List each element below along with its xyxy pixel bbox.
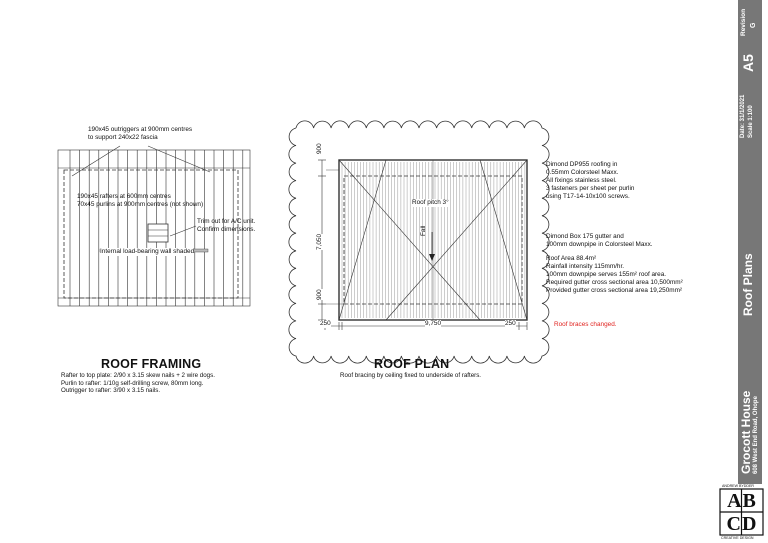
- brace-line: [480, 160, 527, 320]
- designer-name: ANDREW BYDDER: [722, 484, 754, 488]
- note-line: to support 240x22 fascia: [88, 134, 158, 141]
- note-rafters: [77, 193, 203, 209]
- sheet-title: Roof Plans: [741, 253, 755, 316]
- drawing-date: Date: 31/1/2021: [740, 94, 746, 138]
- project-name: Grocott House: [739, 390, 753, 474]
- dim-side-bottom: 900: [316, 289, 323, 300]
- note-line: Trim out for A/C unit.: [197, 218, 256, 225]
- note-line: Provided gutter cross sectional area 19,250mm²: [546, 287, 683, 294]
- dim-side-top: 900: [316, 143, 323, 154]
- note-outriggers: [88, 126, 192, 142]
- logo-letters: [722, 491, 762, 534]
- gutter-notes: [546, 233, 653, 249]
- revision-label: Revision: [740, 8, 747, 36]
- roof-framing-title: ROOF FRAMING: [101, 357, 202, 371]
- brace-line: [339, 160, 480, 320]
- note-line: Dimond DP955 roofing in: [546, 161, 618, 168]
- note-line: 190x45 outriggers at 900mm centres: [88, 126, 193, 133]
- fall-label: Fall: [420, 225, 427, 236]
- fall-arrow-head: [429, 254, 435, 261]
- logo-caption: CREATIVE DESIGN: [721, 536, 754, 540]
- leader-line: [72, 146, 120, 176]
- note-line: using T17-14-10x100 screws.: [546, 193, 630, 200]
- fixing-line: Purlin to rafter: 1/10g self-drilling screw, 80mm long.: [61, 379, 204, 387]
- note-trim: [197, 218, 255, 234]
- fixing-notes: [61, 372, 215, 395]
- fixing-line: Outrigger to rafter: 3/90 x 3.15 nails.: [61, 387, 161, 395]
- note-line: 70x45 purlins at 900mm centres (not shown): [77, 201, 204, 208]
- note-line: Confirm dimensions.: [197, 226, 256, 233]
- roofing-sheet-lines: [342, 162, 525, 318]
- dim-bottom-middle: 9,750: [425, 320, 441, 327]
- fixing-line: Rafter to top plate: 2/90 x 3.15 skew nails + 2 wire dogs.: [61, 372, 215, 379]
- revision-note: Roof braces changed.: [554, 321, 617, 328]
- calc-notes: [546, 255, 683, 295]
- dim-side-middle: 7,050: [316, 234, 323, 250]
- roof-plan-subtitle: Roof bracing by ceiling fixed to underside of rafters.: [340, 372, 482, 379]
- note-line: 3 fasteners per sheet per purlin: [546, 185, 635, 192]
- roof-pitch-label: Roof pitch 3°: [412, 199, 449, 206]
- project-address: 608 West End Road, Ohope: [753, 396, 759, 474]
- note-line: 190x45 rafters at 600mm centres: [77, 193, 171, 200]
- note-line: Rainfall intensity 115mm/hr.: [546, 263, 625, 270]
- dim-bottom-right: 250: [505, 320, 516, 327]
- note-line: 0.55mm Colorsteel Maxx.: [546, 169, 619, 176]
- sheet-size: A5: [740, 54, 756, 72]
- leader-line: [170, 226, 196, 236]
- roof-plan-title: ROOF PLAN: [374, 357, 450, 371]
- dim-bottom-left: 250: [320, 320, 331, 327]
- logo-line-2: CD: [726, 513, 758, 535]
- note-line: 100mm downpipe in Colorsteel Maxx.: [546, 241, 653, 248]
- note-line: Dimond Box 175 gutter and: [546, 233, 624, 240]
- note-internal-wall: Internal load-bearing wall shaded: [100, 248, 195, 255]
- ac-trim-box: [148, 224, 168, 242]
- roof-plan-drawing: [318, 160, 527, 330]
- note-line: Required gutter cross sectional area 10,500mm²: [546, 279, 683, 286]
- note-line: All fixings stainless steel.: [546, 177, 617, 184]
- revision-value: G: [750, 22, 757, 28]
- note-line: 100mm downpipe serves 155m² roof area.: [546, 271, 667, 278]
- roofing-notes: [546, 161, 634, 201]
- brace-line: [339, 160, 386, 320]
- note-line: Roof Area 88.4m²: [546, 255, 597, 262]
- logo-line-1: AB: [727, 490, 757, 512]
- drawing-scale: Scale 1:100: [748, 105, 754, 138]
